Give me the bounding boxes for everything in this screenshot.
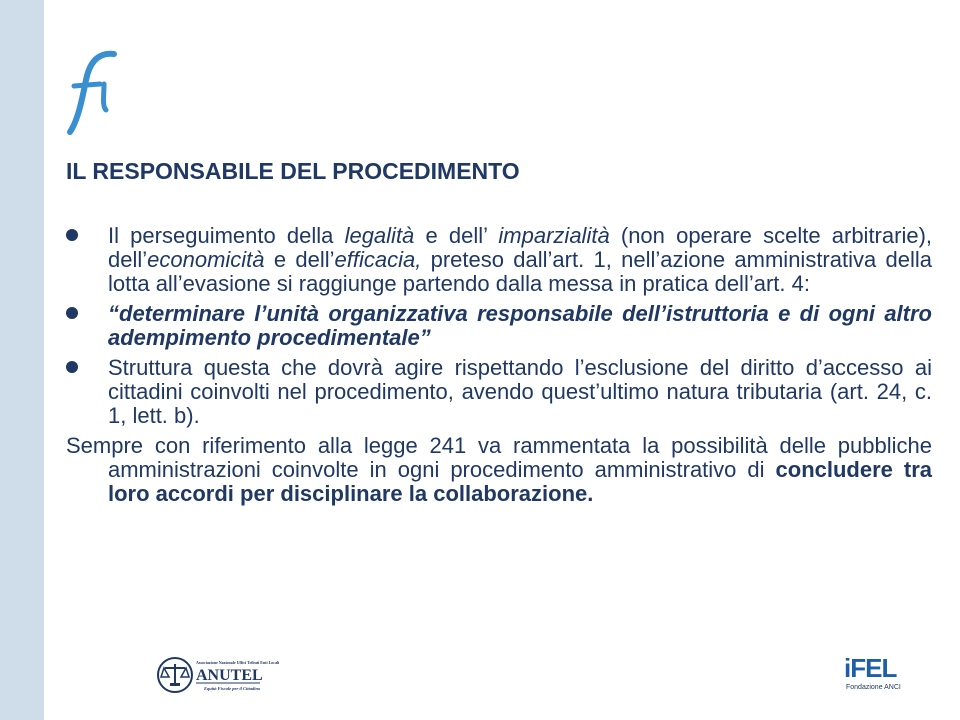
bullet-dot-icon <box>66 307 78 319</box>
left-decorative-band <box>0 0 44 720</box>
bullet-1-efficacia: efficacia, <box>334 247 422 272</box>
fi-logo <box>60 40 130 140</box>
ifel-wordmark: iFEL <box>844 653 897 683</box>
ifel-subtitle: Fondazione ANCI <box>846 684 901 691</box>
bullet-2-quote: “determinare l’unità organizzativa responsabile dell’istruttoria e di ogni altro adempimento procedimentale” <box>108 301 932 350</box>
closing-paragraph-text: Sempre con riferimento alla legge 241 va rammentata la possibilità delle pubbliche amministrazioni coinvolte in ogni procedimento amministrativo di <box>66 433 932 482</box>
bullet-1-text: Il perseguimento della <box>108 223 345 248</box>
closing-paragraph-bold: concludere tra loro accordi per disciplinare la collaborazione. <box>108 457 932 506</box>
bullet-1-text: e dell’ <box>264 247 335 272</box>
bullet-3-text: Struttura questa che dovrà agire rispettando l’esclusione del diritto d’accesso ai cittadini coinvolti nel procedimento, avendo quest’ultimo natura tributaria (art. 24, c. 1, lett. b). <box>108 355 932 428</box>
anutel-logo <box>156 655 280 695</box>
bullet-1-imparzialita: imparzialità <box>498 223 610 248</box>
bullet-1-legalita: legalità <box>344 223 415 248</box>
ifel-logo <box>844 653 901 700</box>
bullet-item-3 <box>66 356 932 428</box>
anutel-line1: Associazione Nazionale Uffici Tributi Enti Locali <box>196 660 280 665</box>
bullet-1-text: (non operare scelte arbitrarie), dell’ <box>108 223 933 272</box>
bullet-1-economicita: economicità <box>147 247 265 272</box>
bullet-item-1 <box>66 224 932 296</box>
bullet-dot-icon <box>66 229 78 241</box>
anutel-motto: Equità Fiscale per il Cittadino <box>204 686 261 691</box>
bullet-1-text: preteso dall’art. 1, nell’azione amministrativa della lotta all’evasione si raggiunge partendo dalla messa in pratica dell’art. 4: <box>108 247 933 296</box>
closing-paragraph <box>66 434 932 506</box>
slide-content <box>66 224 932 506</box>
bullet-dot-icon <box>66 361 78 373</box>
bullet-item-2 <box>66 302 932 350</box>
anutel-name: ANUTEL <box>196 667 263 684</box>
slide-title: IL RESPONSABILE DEL PROCEDIMENTO <box>66 158 520 184</box>
bullet-1-text: e dell’ <box>414 223 499 248</box>
